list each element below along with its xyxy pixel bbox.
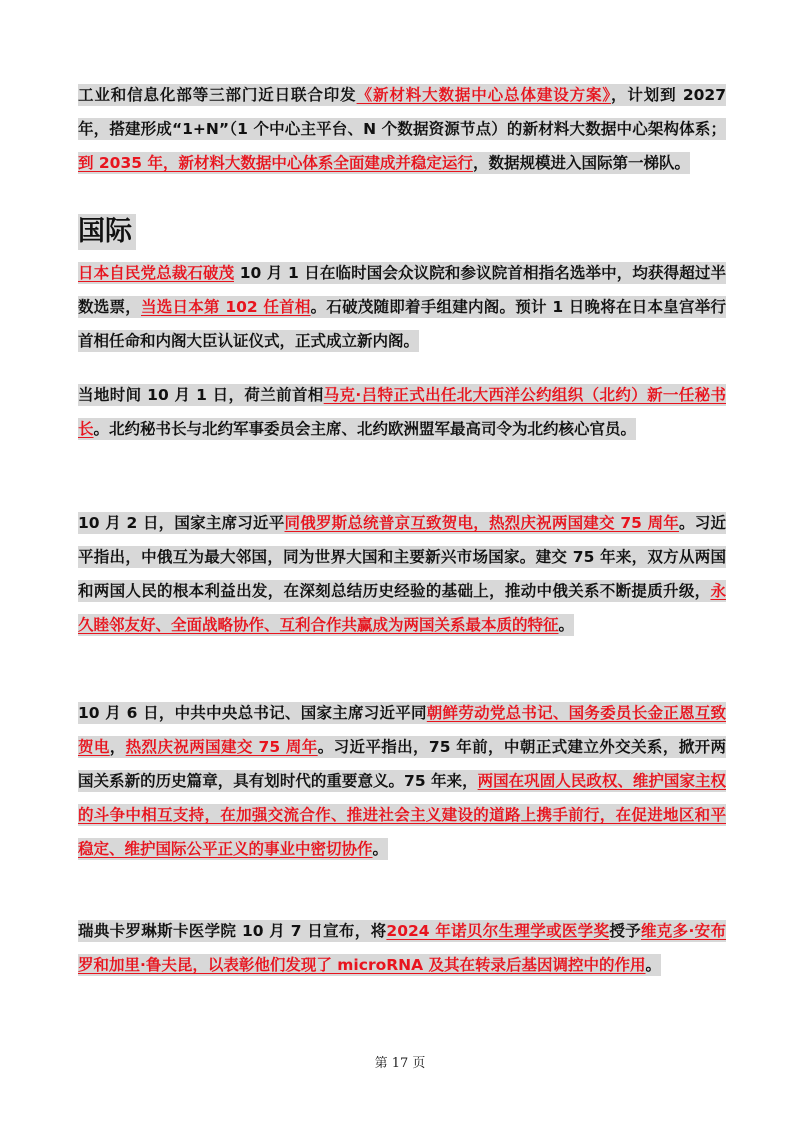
text-run: 。: [558, 616, 575, 634]
text-run: 当地时间 10 月 1 日，荷兰前首相: [78, 386, 324, 404]
text-run: 。北约秘书长与北约军事委员会主席、北约欧洲盟军最高司令为北约核心官员。: [93, 420, 637, 438]
text-run: 。: [645, 956, 662, 974]
text-run: 瑞典卡罗琳斯卡医学院 10 月 7 日宣布，将: [78, 922, 387, 940]
highlighted-text-run: 日本自民党总裁石破茂: [78, 264, 235, 282]
highlighted-text-run: 两国在巩固人民政权、维护国家主权的斗争中相互支持，在加强交流合作、推进社会主义建设的道路上携手前行，在促进地区和平稳定、维护国际公平正义的事业中密切协作: [78, 772, 726, 858]
highlighted-text-run: 当选日本第 102 任首相: [140, 298, 311, 316]
text-run: 10 月 1 日在临时国会众议院和参议院首相指名选举中，均获得超过半数选票，: [78, 264, 726, 316]
text-run: ，: [109, 738, 126, 756]
highlighted-text-run: 《新材料大数据中心总体建设方案》: [356, 86, 612, 104]
section-heading-international: 国际: [78, 214, 136, 250]
highlighted-text-run: 到 2035 年，新材料大数据中心体系全面建成并稳定运行: [78, 154, 473, 172]
paragraph-materials-data-center: [78, 78, 726, 180]
highlighted-text-run: 朝鲜劳动党总书记、国务委员长金正恩互致贺电: [78, 704, 726, 756]
highlighted-text-run: 永久睦邻友好、全面战略协作、互利合作共赢成为两国关系最本质的特征: [78, 582, 726, 634]
text-run: 工业和信息化部等三部门近日联合印发: [78, 86, 357, 104]
text-run: 授予: [609, 922, 641, 940]
text-run: ，数据规模进入国际第一梯队。: [472, 154, 690, 172]
highlighted-text-run: 马克·吕特正式出任北大西洋公约组织（北约）新一任秘书长: [78, 386, 726, 438]
text-run: 。石破茂随即着手组建内阁。预计 1 日晚将在日本皇宫举行首相任命和内阁大臣认证仪式，正式成立新内阁。: [78, 298, 726, 350]
text-run: 。习近平指出，75 年前，中朝正式建立外交关系，掀开两国关系新的历史篇章，具有划时代的重要意义。75 年来，: [78, 738, 726, 790]
paragraph-nobel-prize: [78, 914, 726, 982]
paragraph-china-dprk: [78, 696, 726, 866]
highlighted-text-run: 维克多·安布罗和加里·鲁夫昆，以表彰他们发现了 microRNA 及其在转录后基因调控中的作用: [78, 922, 726, 974]
paragraph-japan-pm: [78, 256, 726, 358]
paragraph-nato-secretary-general: [78, 378, 726, 446]
text-run: 10 月 6 日，中共中央总书记、国家主席习近平同: [78, 704, 427, 722]
highlighted-text-run: 同俄罗斯总统普京互致贺电，热烈庆祝两国建交 75 周年: [284, 514, 680, 532]
highlighted-text-run: 热烈庆祝两国建交 75 周年: [125, 738, 318, 756]
text-run: 。习近平指出，中俄互为最大邻国，同为世界大国和主要新兴市场国家。建交 75 年来，双方从两国和两国人民的根本利益出发，在深刻总结历史经验的基础上，推动中俄关系不断提质升级，: [78, 514, 726, 600]
text-run: ，计划到 2027 年，搭建形成“1+N”（1 个中心主平台、N 个数据资源节点）的新材料大数据中心架构体系；: [78, 86, 726, 138]
text-run: 10 月 2 日，国家主席习近平: [78, 514, 285, 532]
text-run: 。: [372, 840, 389, 858]
paragraph-china-russia: [78, 506, 726, 642]
highlighted-text-run: 2024 年诺贝尔生理学或医学奖: [386, 922, 610, 940]
page-number: 第 17 页: [374, 1056, 426, 1071]
